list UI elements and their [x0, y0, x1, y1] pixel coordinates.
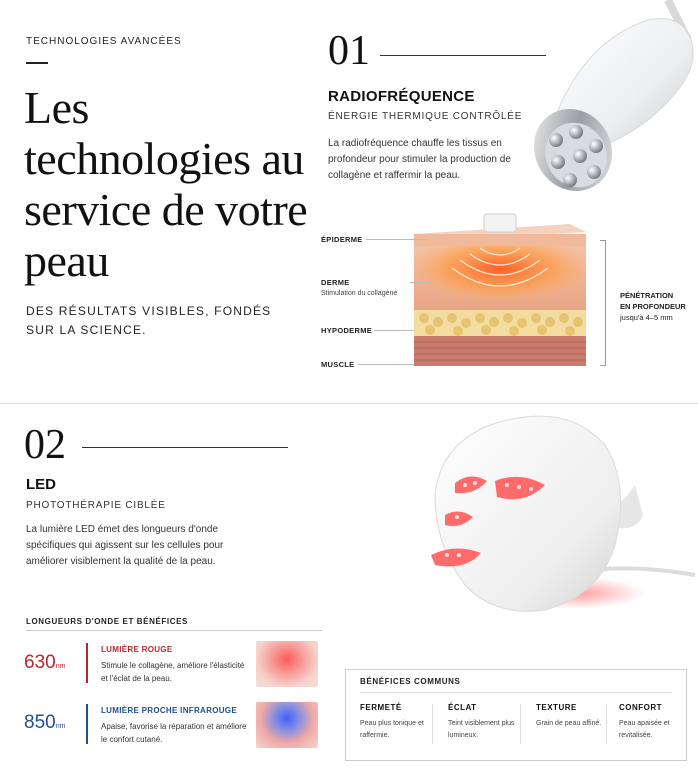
wavelength-number: 630	[24, 652, 56, 673]
guide-line	[358, 364, 414, 365]
page-subtitle: DES RÉSULTATS VISIBLES, FONDÉS SUR LA SCIENCE.	[26, 304, 272, 337]
section-subtitle-led: PHOTOTHÉRAPIE CIBLÉE	[26, 500, 166, 511]
section-divider	[0, 403, 698, 404]
benefit-desc-confort: Peau apaisée et revitalisée.	[619, 720, 670, 739]
led-mask-icon	[395, 405, 695, 620]
wavelength-desc-red: Stimule le collagène, améliore l'élasticité et l'éclat de la peau.	[101, 661, 245, 683]
wavelength-number: 850	[24, 712, 56, 733]
section-number-led: 02	[24, 422, 66, 468]
guide-line	[410, 282, 432, 283]
penetration-label-line1: PÉNÉTRATION	[620, 291, 674, 300]
benefit-desc-eclat: Teint visiblement plus lumineux.	[448, 720, 515, 739]
wavelength-unit: nm	[55, 723, 66, 730]
benefit-separator	[520, 704, 521, 744]
layer-label-derme: DERME	[321, 278, 350, 287]
wavelengths-heading: LONGUEURS D'ONDE ET BÉNÉFICES	[26, 617, 188, 626]
penetration-bracket	[600, 240, 606, 366]
benefit-desc-fermete: Peau plus tonique et raffermie.	[360, 720, 424, 739]
wavelength-desc-infrared: Apaise, favorise la réparation et améliore le confort cutané.	[101, 722, 247, 744]
layer-label-epiderme: ÉPIDERME	[321, 235, 363, 244]
eyebrow-rule	[26, 62, 48, 64]
penetration-value: jusqu'à 4–5 mm	[620, 313, 673, 322]
guide-line	[374, 330, 414, 331]
layer-label-hypoderme: HYPODERME	[321, 326, 373, 335]
penetration-label-line2: EN PROFONDEUR	[620, 302, 686, 311]
wavelength-bar-infrared	[86, 704, 88, 744]
layer-label-muscle: MUSCLE	[321, 360, 355, 369]
benefit-separator	[432, 704, 433, 744]
benefit-title-fermete: FERMETÉ	[360, 703, 402, 712]
section-rule-led	[82, 447, 288, 448]
section-subtitle-rf: ÉNERGIE THERMIQUE CONTRÔLÉE	[328, 111, 523, 122]
red-light-swatch	[256, 641, 318, 687]
section-description-rf: La radiofréquence chauffe les tissus en profondeur pour stimuler la production de collagène et raffermir la peau.	[328, 138, 511, 181]
benefit-title-confort: CONFORT	[619, 703, 663, 712]
page-title: Les technologies au service de votre peau	[24, 82, 308, 286]
wavelength-value-red	[24, 652, 65, 674]
benefit-title-texture: TEXTURE	[536, 703, 577, 712]
wavelength-bar-red	[86, 643, 88, 683]
infrared-light-swatch	[256, 702, 318, 748]
wavelength-name-red: LUMIÈRE ROUGE	[101, 645, 173, 654]
skin-cross-section-icon	[410, 210, 590, 370]
section-description-led: La lumière LED émet des longueurs d'onde spécifiques qui agissent sur les cellules pour améliorer visiblement la qualité de la peau.	[26, 524, 224, 567]
rf-device-icon	[528, 0, 698, 220]
section-number-rf: 01	[328, 28, 370, 74]
section-title-rf: RADIOFRÉQUENCE	[328, 88, 475, 105]
wavelength-unit: nm	[55, 663, 66, 670]
benefit-separator	[606, 704, 607, 744]
eyebrow-label: TECHNOLOGIES AVANCÉES	[26, 36, 182, 47]
benefits-rule	[360, 692, 672, 693]
layer-sub-derme: Stimulation du collagène	[321, 290, 398, 297]
penetration-label	[620, 290, 694, 323]
wavelength-value-infrared	[24, 712, 65, 734]
section-rule-rf	[380, 55, 546, 56]
wavelength-name-infrared: LUMIÈRE PROCHE INFRAROUGE	[101, 706, 237, 715]
wavelengths-rule	[26, 630, 322, 631]
benefits-heading: BÉNÉFICES COMMUNS	[360, 677, 461, 686]
section-title-led: LED	[26, 476, 56, 493]
benefit-title-eclat: ÉCLAT	[448, 703, 477, 712]
benefit-desc-texture: Grain de peau affiné.	[536, 720, 602, 727]
guide-line	[366, 239, 426, 240]
